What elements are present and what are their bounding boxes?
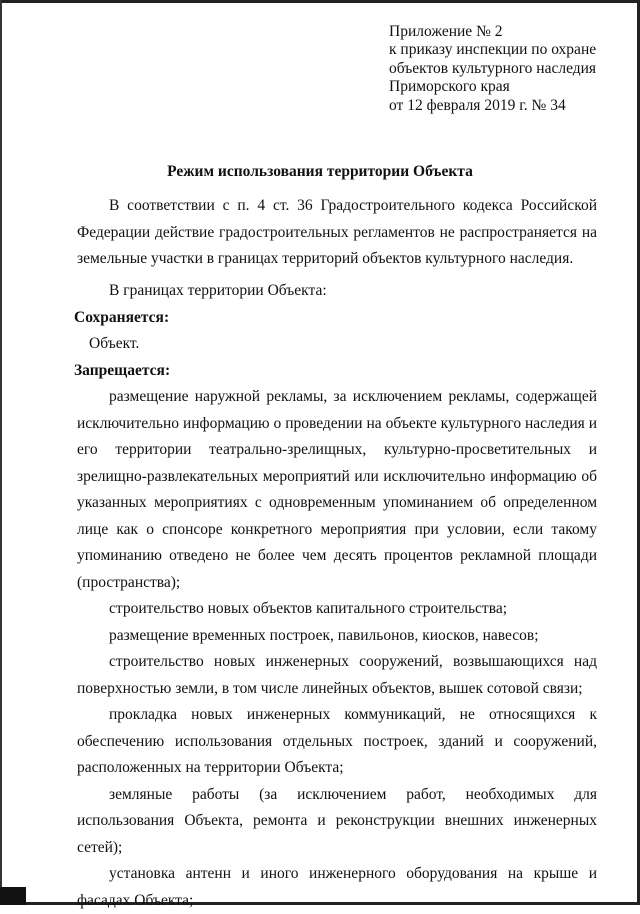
prohibited-heading: Запрещается:	[74, 361, 171, 379]
prohibited-item: установка антенн и иного инженерного оборудования на крыше и фасадах Объекта;	[77, 865, 597, 909]
intro-paragraph-block	[77, 193, 597, 273]
prohibited-item: земляные работы (за исключением работ, необходимых для использования Объекта, ремонта и реконструкции внешних инженерных сетей);	[77, 785, 597, 856]
appendix-header-line: объектов культурного наследия	[389, 59, 597, 77]
prohibited-list	[77, 384, 597, 914]
preserved-item: Объект.	[89, 335, 140, 352]
scan-border-left	[0, 0, 2, 905]
scan-border-top	[0, 0, 640, 3]
appendix-header-line: от 12 февраля 2019 г. № 34	[389, 96, 566, 114]
appendix-header-line: к приказу инспекции по охране	[389, 41, 597, 59]
appendix-header	[389, 23, 629, 115]
prohibited-item: размещение временных построек, павильонов, киосков, навесов;	[109, 626, 539, 644]
document-title: Режим использования территории Объекта	[167, 163, 473, 180]
prohibited-item: размещение наружной рекламы, за исключением рекламы, содержащей исключительно информацию о проведении на объекте культурного наследия и его территории театрально-зрелищных, культурно-просветительных и зрелищно-развлекательных мероприятий или исключительно информацию об указанных мероприятиях с одновременным упоминанием об определенном лице как о спонсоре конкретного мероприятия при условии, если такому упоминанию отведено не более чем десять процентов рекламной площади (пространства);	[77, 388, 597, 591]
appendix-header-line: Приморского края	[389, 78, 510, 96]
scan-corner-mark	[0, 887, 26, 905]
preserved-heading: Сохраняется:	[74, 308, 170, 326]
prohibited-item: строительство новых объектов капитального строительства;	[109, 600, 508, 617]
within-territory-text: В границах территории Объекта:	[109, 282, 327, 299]
intro-paragraph: В соответствии с п. 4 ст. 36 Градостроительного кодекса Российской Федерации действие градостроительных регламентов не распространяется на земельные участки в границах территорий объектов культурного наследия.	[77, 197, 597, 267]
prohibited-item: строительство новых инженерных сооружений, возвышающихся над поверхностью земли, в том числе линейных объектов, вышек сотовой связи;	[77, 653, 597, 697]
main-body	[74, 278, 597, 914]
appendix-header-line: Приложение № 2	[389, 23, 503, 40]
prohibited-item: прокладка новых инженерных коммуникаций, не относящихся к обеспечению использования отдельных построек, зданий и сооружений, расположенных на территории Объекта;	[77, 706, 597, 776]
